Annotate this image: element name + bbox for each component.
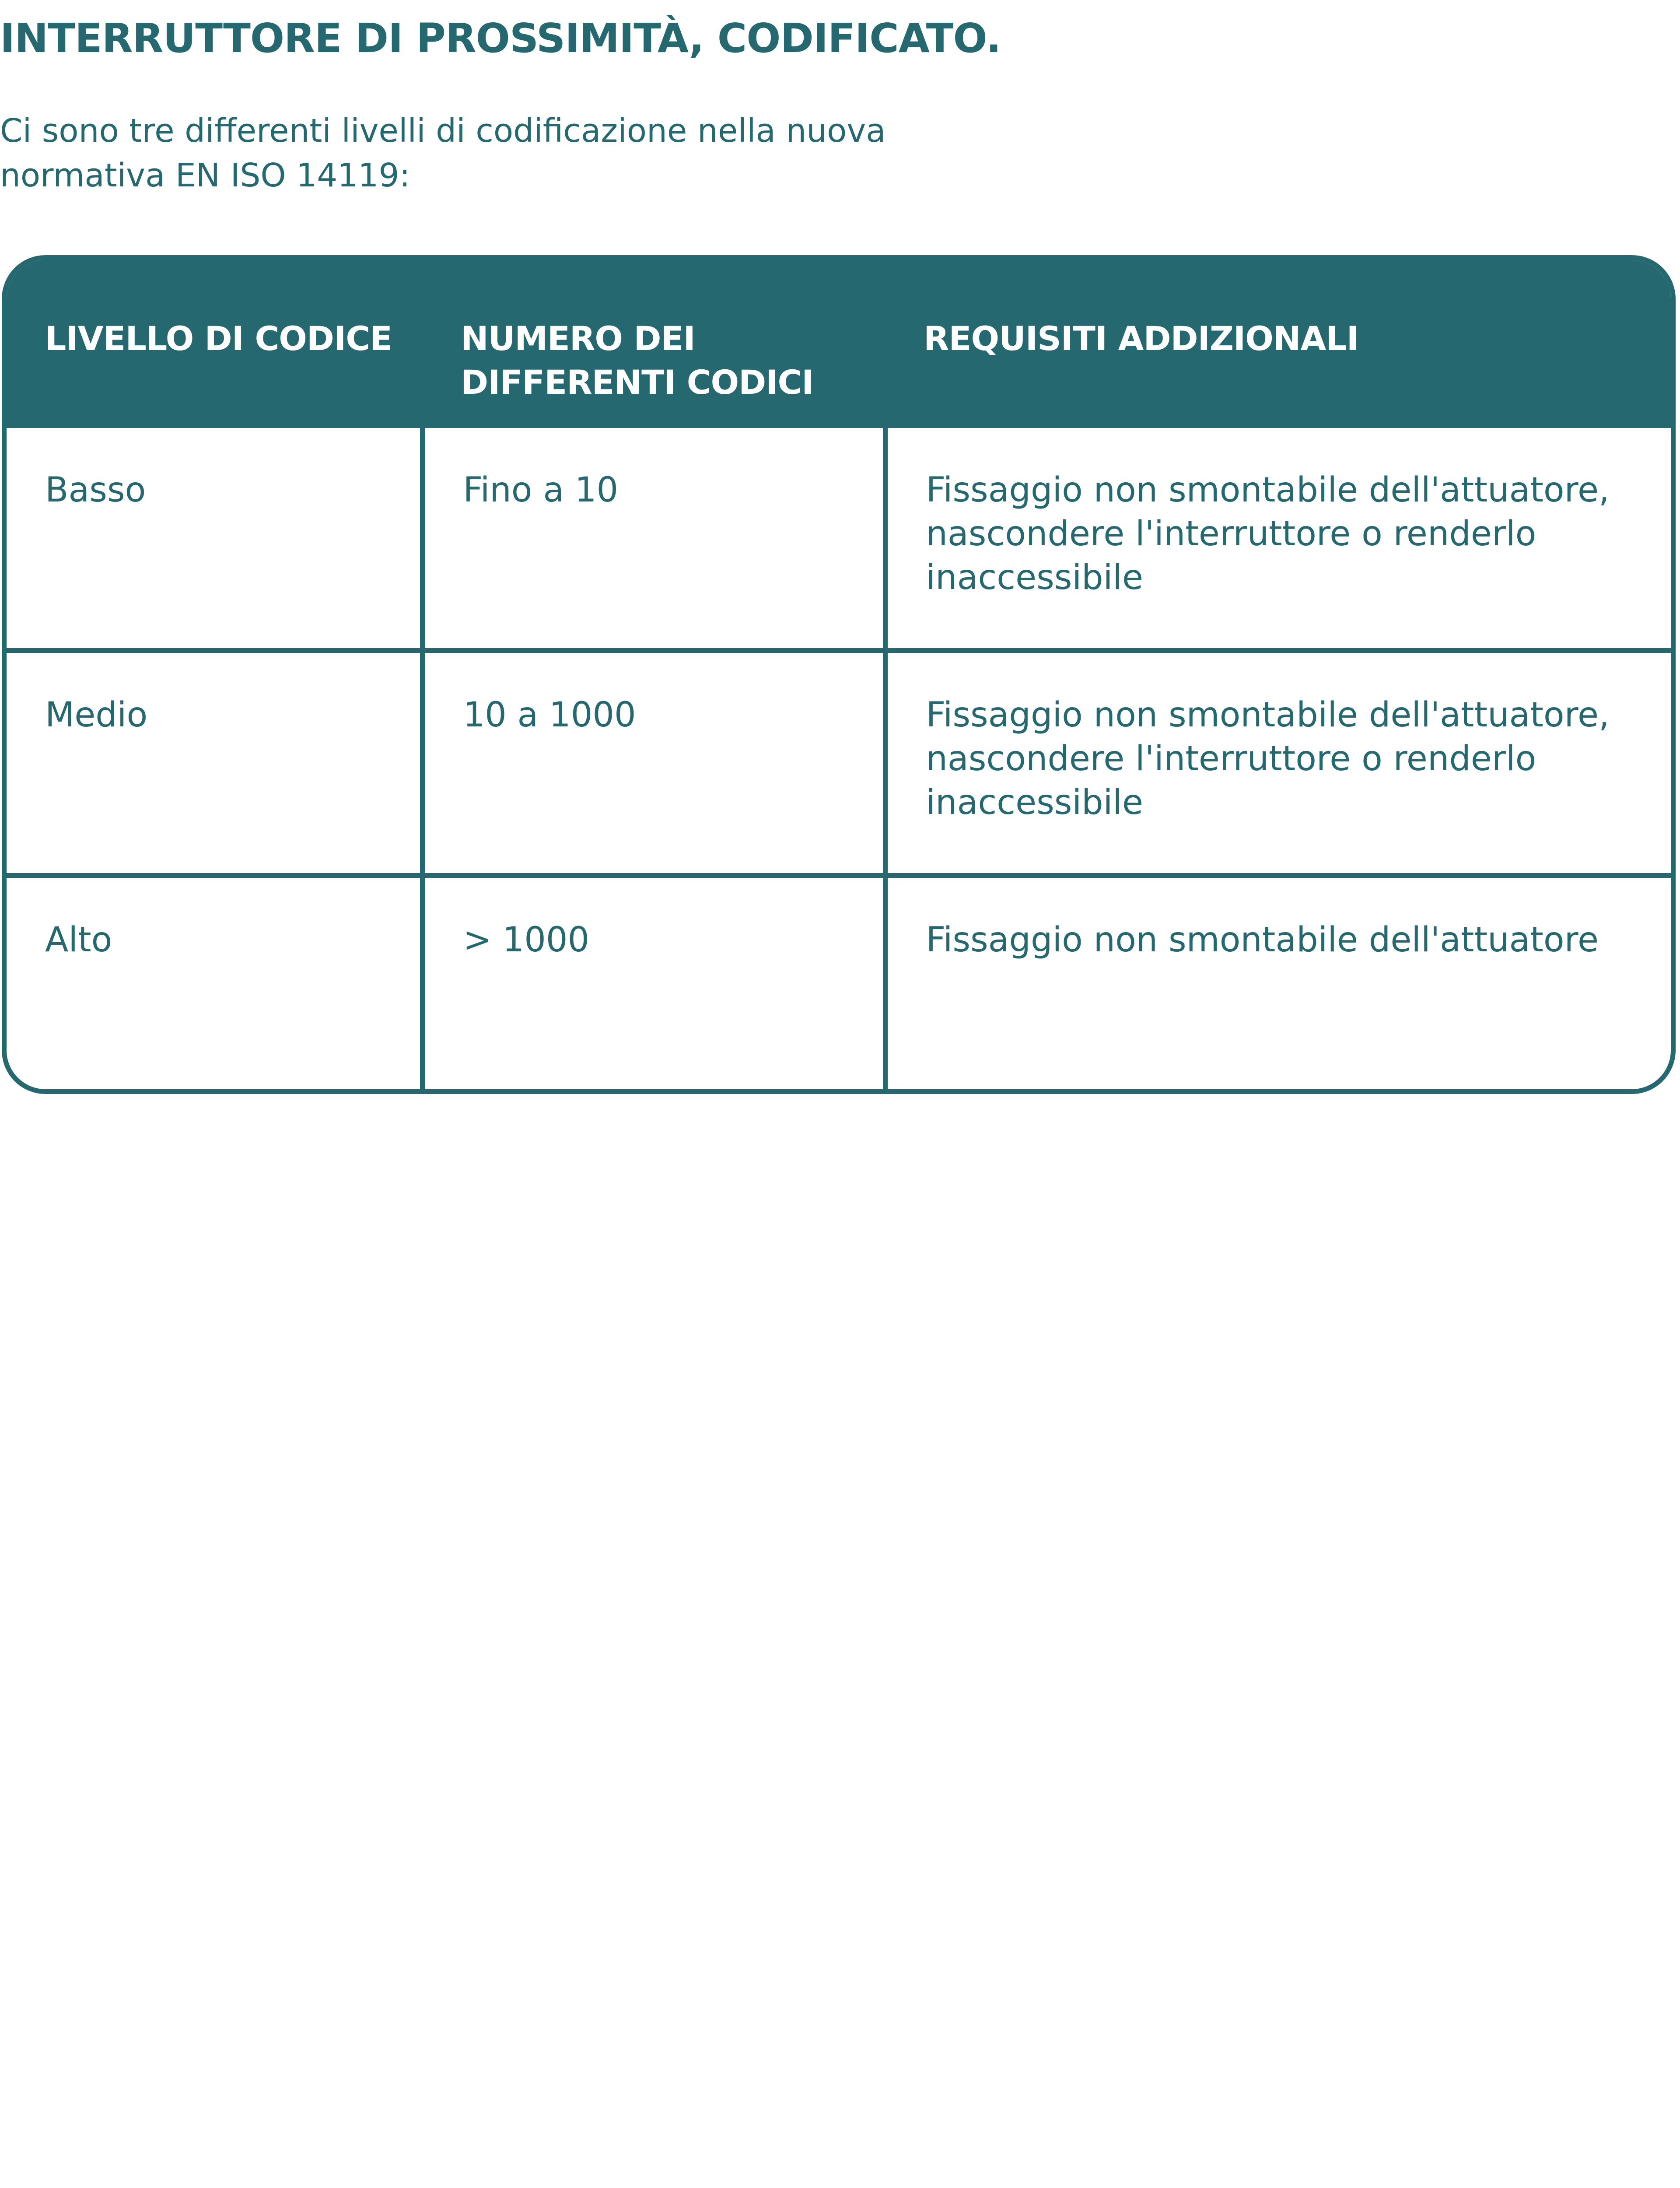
cell-level: Basso	[7, 425, 422, 650]
cell-codes: 10 a 1000	[422, 650, 885, 875]
page-title: INTERRUTTORE DI PROSSIMITÀ, CODIFICATO.	[0, 15, 1001, 62]
intro-text	[0, 109, 919, 198]
header-code-level: LIVELLO DI CODICE	[7, 260, 422, 425]
cell-requirements: Fissaggio non smontabile dell'attuatore	[885, 875, 1671, 1094]
cell-codes: > 1000	[422, 875, 885, 1094]
coding-table	[7, 260, 1671, 1094]
header-number-of-codes: NUMERO DEI DIFFERENTI CODICI	[422, 260, 885, 425]
table-header-row	[7, 260, 1671, 425]
cell-codes: Fino a 10	[422, 425, 885, 650]
table-row	[7, 875, 1671, 1094]
coding-levels-table	[2, 255, 1676, 1094]
cell-level: Medio	[7, 650, 422, 875]
table-row	[7, 650, 1671, 875]
cell-level: Alto	[7, 875, 422, 1094]
intro-line-2: normativa EN ISO 14119:	[0, 157, 410, 194]
cell-requirements: Fissaggio non smontabile dell'attuatore, nascondere l'interruttore o renderlo inaccessibile	[885, 650, 1671, 875]
intro-line-1: Ci sono tre differenti livelli di codificazione nella nuova	[0, 112, 886, 150]
table-row	[7, 425, 1671, 650]
cell-requirements: Fissaggio non smontabile dell'attuatore, nascondere l'interruttore o renderlo inaccessibile	[885, 425, 1671, 650]
header-additional-requirements: REQUISITI ADDIZIONALI	[885, 260, 1671, 425]
